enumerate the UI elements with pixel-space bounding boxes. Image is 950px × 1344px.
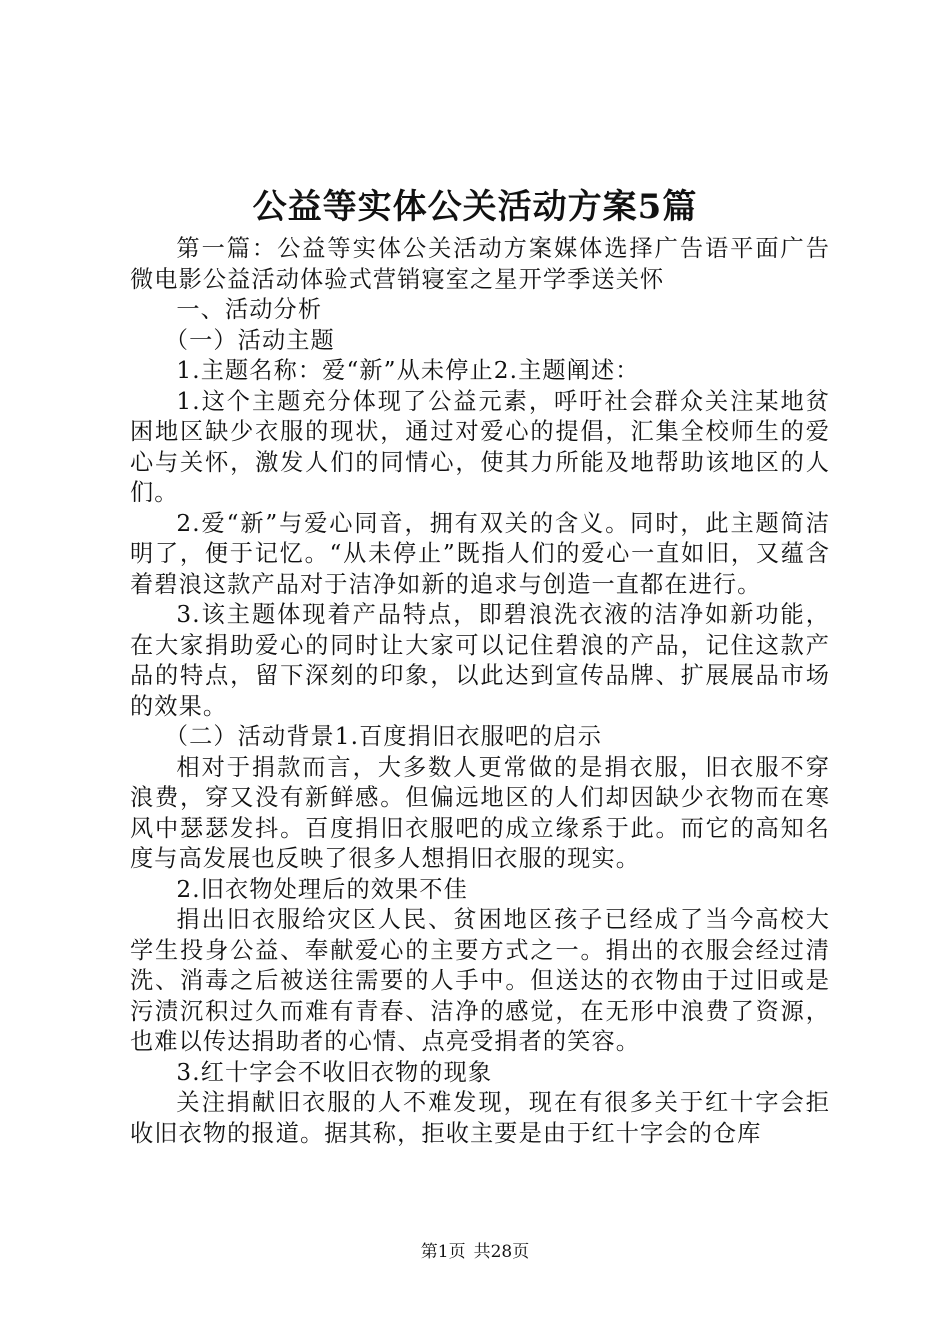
paragraph: 关注捐献旧衣服的人不难发现，现在有很多关于红十字会拒收旧衣物的报道。据其称，拒收主要是由于红十字会的仓库 xyxy=(130,1089,830,1147)
document-title: 公益等实体公关活动方案5篇 xyxy=(252,187,698,227)
paragraph: 2.爱“新”与爱心同音，拥有双关的含义。同时，此主题简洁明了，便于记忆。“从未停止”既指人们的爱心一直如旧，又蕴含着碧浪这款产品对于洁净如新的追求与创造一直都在进行。 xyxy=(130,509,830,598)
subsection-heading: （一）活动主题 xyxy=(164,326,335,354)
document-body xyxy=(130,234,830,1149)
paragraph: 2.旧衣物处理后的效果不佳 xyxy=(176,875,468,903)
paragraph: 3.该主题体现着产品特点，即碧浪洗衣液的洁净如新功能，在大家捐助爱心的同时让大家可以记住碧浪的产品，记住这款产品的特点，留下深刻的印象，以此达到宣传品牌、扩展展品市场的效果。 xyxy=(130,601,830,720)
subsection-heading: （二）活动背景1.百度捐旧衣服吧的启示 xyxy=(164,723,603,750)
page-number: 第1页 xyxy=(420,1242,466,1262)
paragraph: 3.红十字会不收旧衣物的现象 xyxy=(176,1058,493,1086)
paragraph: 相对于捐款而言，大多数人更常做的是捐衣服，旧衣服不穿浪费，穿又没有新鲜感。但偏远地区的人们却因缺少衣物而在寒风中瑟瑟发抖。百度捐旧衣服吧的成立缘系于此。而它的高知名度与高发展也反映了很多人想捐旧衣服的现实。 xyxy=(130,753,830,872)
page-total: 共28页 xyxy=(473,1242,530,1262)
paragraph: 1.这个主题充分体现了公益元素，呼吁社会群众关注某地贫困地区缺少衣服的现状，通过对爱心的提倡，汇集全校师生的爱心与关怀，激发人们的同情心，使其力所能及地帮助该地区的人们。 xyxy=(130,387,830,506)
paragraph: 捐出旧衣服给灾区人民、贫困地区孩子已经成了当今高校大学生投身公益、奉献爱心的主要方式之一。捐出的衣服会经过清洗、消毒之后被送往需要的人手中。但送达的衣物由于过旧或是污渍沉积过久而难有青春、洁净的感觉，在无形中浪费了资源，也难以传达捐助者的心情、点亮受捐者的笑容。 xyxy=(130,906,830,1055)
section-heading: 一、活动分析 xyxy=(176,296,323,323)
page-footer xyxy=(0,1240,950,1264)
paragraph: 第一篇：公益等实体公关活动方案媒体选择广告语平面广告微电影公益活动体验式营销寝室之星开学季送关怀 xyxy=(130,235,830,293)
paragraph: 1.主题名称：爱“新”从未停止2.主题阐述： xyxy=(176,357,640,384)
